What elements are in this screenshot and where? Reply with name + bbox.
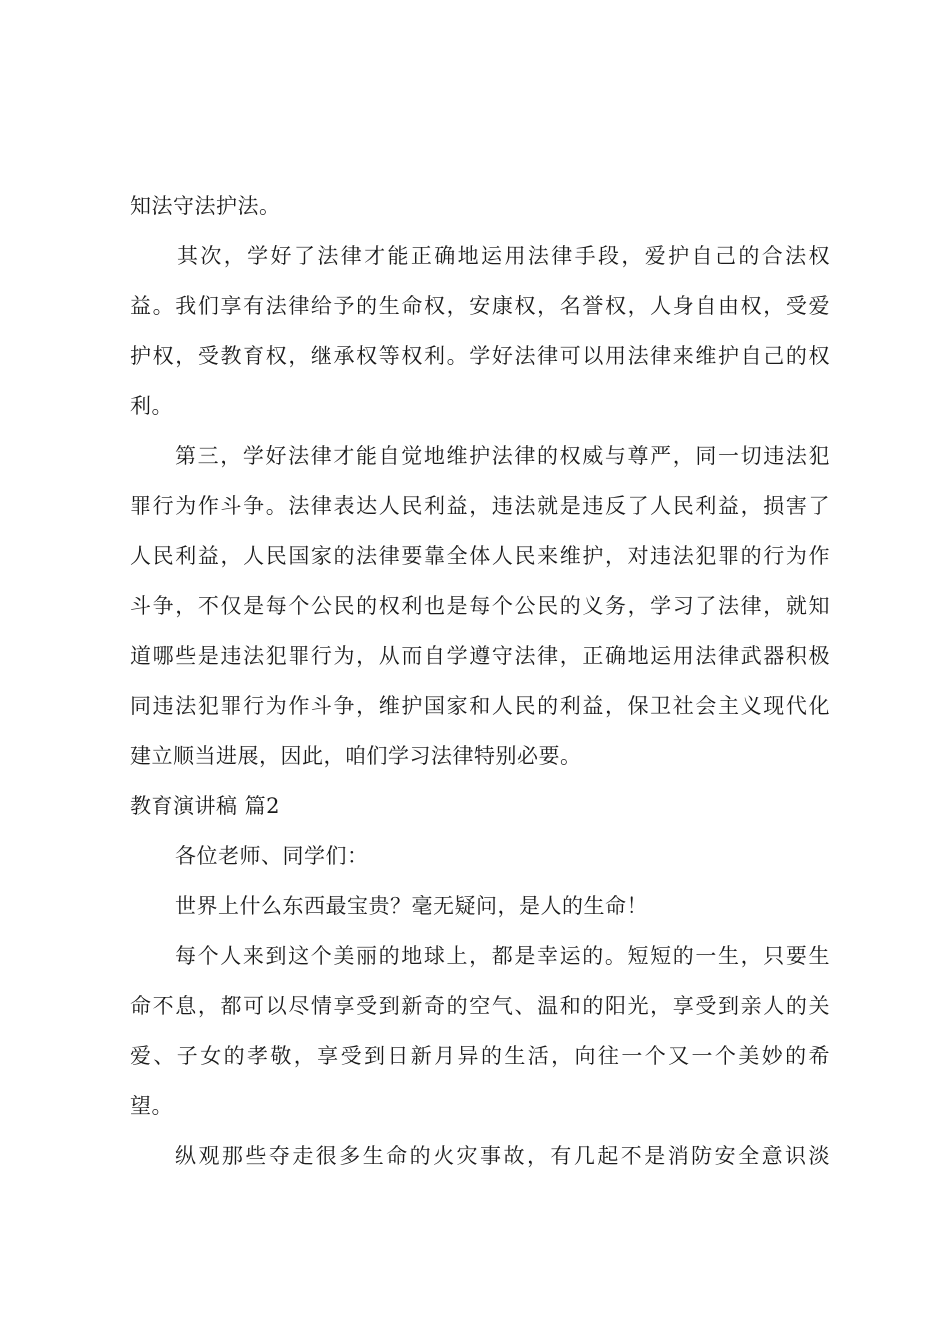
text-line: 利。 [130, 394, 173, 418]
text-line: 道哪些是违法犯罪行为，从而自学遵守法律，正确地运用法律武器积极 [130, 644, 830, 668]
section-heading: 教育演讲稿 篇2 [130, 794, 281, 818]
text-line: 第三，学好法律才能自觉地维护法律的权威与尊严，同一切违法犯 [175, 444, 830, 468]
text-line: 命不息，都可以尽情享受到新奇的空气、温和的阳光，享受到亲人的关 [130, 994, 830, 1018]
text-line: 人民利益，人民国家的法律要靠全体人民来维护，对违法犯罪的行为作 [130, 544, 830, 568]
salutation: 各位老师、同学们： [175, 844, 369, 868]
text-line: 其次，学好了法律才能正确地运用法律手段，爱护自己的合法权 [177, 244, 830, 268]
text-line: 爱、子女的孝敬，享受到日新月异的生活，向往一个又一个美妙的希 [130, 1044, 830, 1068]
text-line: 望。 [130, 1094, 173, 1118]
text-line: 益。我们享有法律给予的生命权，安康权，名誉权，人身自由权，受爱 [130, 294, 830, 318]
text-line: 知法守法护法。 [130, 194, 281, 218]
text-line: 每个人来到这个美丽的地球上，都是幸运的。短短的一生，只要生 [175, 944, 830, 968]
text-line: 罪行为作斗争。法律表达人民利益，违法就是违反了人民利益，损害了 [130, 494, 830, 518]
text-line: 建立顺当进展，因此，咱们学习法律特别必要。 [130, 744, 582, 768]
text-line: 纵观那些夺走很多生命的火灾事故，有几起不是消防安全意识淡 [175, 1144, 830, 1168]
text-line: 同违法犯罪行为作斗争，维护国家和人民的利益，保卫社会主义现代化 [130, 694, 830, 718]
text-line: 世界上什么东西最宝贵？毫无疑问，是人的生命！ [175, 894, 648, 918]
text-line: 护权，受教育权，继承权等权利。学好法律可以用法律来维护自己的权 [130, 344, 830, 368]
text-line: 斗争，不仅是每个公民的权利也是每个公民的义务，学习了法律，就知 [130, 594, 830, 618]
